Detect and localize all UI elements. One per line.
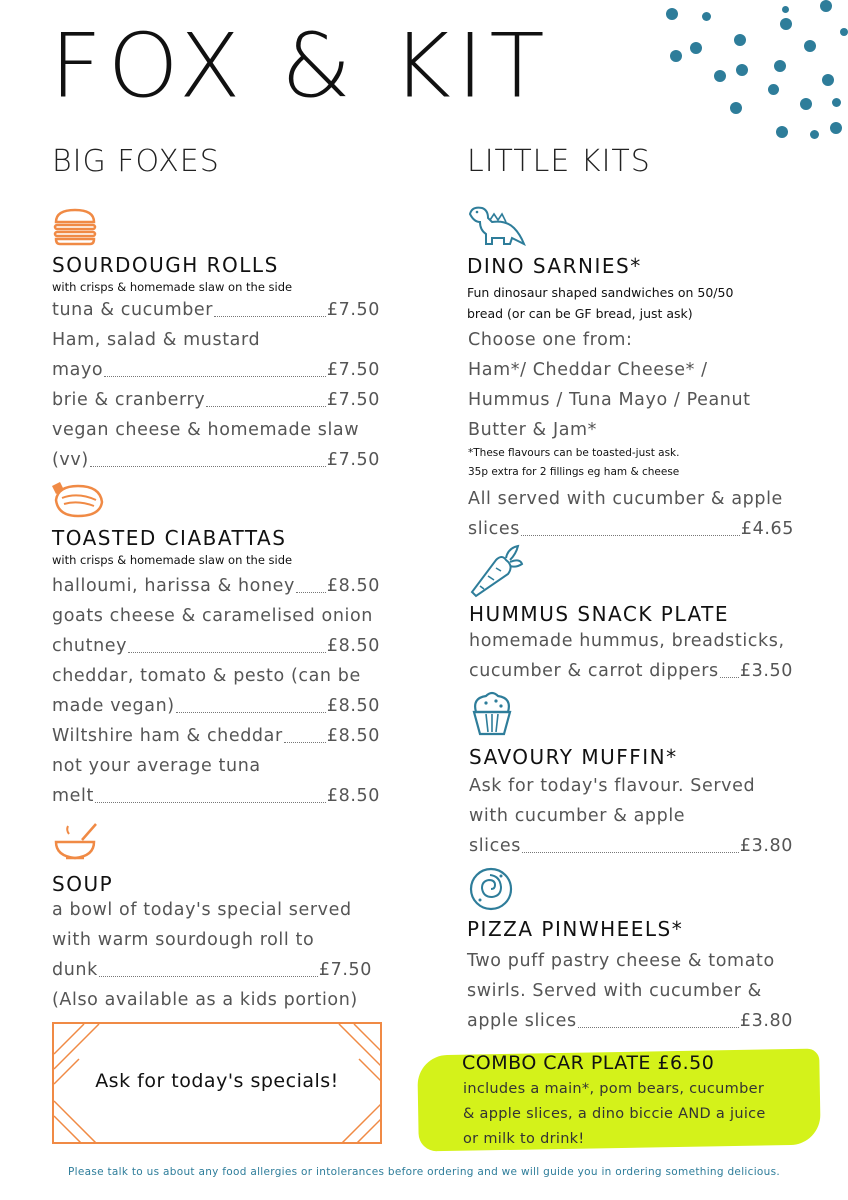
specials-box (52, 1022, 382, 1144)
menu-line: vegan cheese & homemade slaw (52, 420, 360, 440)
big-foxes-heading: BIG FOXES (52, 144, 220, 179)
menu-line: chutney £8.50 (52, 636, 380, 656)
menu-line: melt £8.50 (52, 786, 380, 806)
combo-car-plate-description: includes a main*, pom bears, cucumber & apple slices, a dino biccie AND a juice or milk to drink! (463, 1081, 766, 1147)
little-kits-heading: LITTLE KITS (467, 144, 651, 179)
toasted-ciabattas-list (52, 571, 380, 811)
menu-line: a bowl of today's special served (52, 900, 352, 920)
menu-line: mayo £7.50 (52, 360, 380, 380)
menu-line: homemade hummus, breadsticks, (469, 631, 785, 651)
toasted-ciabattas-subtitle: with crisps & homemade slaw on the side (52, 553, 293, 567)
menu-line: Ham, salad & mustard (52, 330, 261, 350)
decorative-dots (660, 0, 848, 150)
savoury-muffin-title: SAVOURY MUFFIN* (469, 745, 678, 769)
menu-line: All served with cucumber & apple (468, 489, 783, 509)
hummus-snack-plate-title: HUMMUS SNACK PLATE (469, 602, 729, 626)
dino-sarnies-serving (468, 484, 794, 544)
menu-line: apple slices £3.80 (467, 1011, 793, 1031)
carrot-icon (468, 544, 524, 598)
menu-line: Hummus / Tuna Mayo / Peanut (468, 390, 751, 410)
toasted-ciabattas-title: TOASTED CIABATTAS (52, 526, 287, 550)
menu-line: made vegan) £8.50 (52, 696, 380, 716)
sourdough-rolls-title: SOURDOUGH ROLLS (52, 253, 279, 277)
menu-line: (Also available as a kids portion) (52, 990, 358, 1010)
page-title: FOX & KIT (50, 15, 551, 118)
menu-line: Wiltshire ham & cheddar £8.50 (52, 726, 380, 746)
menu-line: halloumi, harissa & honey £8.50 (52, 576, 380, 596)
specials-text: Ask for today's specials! (95, 1070, 339, 1092)
ciabatta-icon (50, 480, 106, 520)
pizza-pinwheels-list (467, 946, 793, 1036)
sourdough-rolls-list (52, 295, 380, 475)
soup-list (52, 895, 372, 1015)
soup-title: SOUP (52, 872, 114, 896)
menu-line: slices £4.65 (468, 519, 794, 539)
allergy-footer: Please talk to us about any food allergies or intolerances before ordering and we will guide you in ordering something delicious. (67, 1166, 781, 1178)
menu-line: goats cheese & caramelised onion (52, 606, 373, 626)
menu-line: brie & cranberry £7.50 (52, 390, 380, 410)
sourdough-rolls-subtitle: with crisps & homemade slaw on the side (52, 280, 293, 294)
menu-line: tuna & cucumber £7.50 (52, 300, 380, 320)
hummus-snack-plate-list (469, 626, 793, 686)
soup-bowl-icon (52, 820, 100, 862)
burger-icon (52, 208, 98, 246)
menu-line: Two puff pastry cheese & tomato (467, 951, 775, 971)
menu-line: with warm sourdough roll to (52, 930, 315, 950)
dino-sarnies-notes: *These flavours can be toasted-just ask. 35p extra for 2 fillings eg ham & cheese (468, 447, 680, 478)
menu-line: with cucumber & apple (469, 806, 686, 826)
menu-line: (vv) £7.50 (52, 450, 380, 470)
menu-line: slices £3.80 (469, 836, 793, 856)
menu-line: Ask for today's flavour. Served (469, 776, 756, 796)
menu-line: not your average tuna (52, 756, 261, 776)
dino-sarnies-options (468, 325, 794, 445)
muffin-icon (468, 690, 516, 738)
menu-line: swirls. Served with cucumber & (467, 981, 762, 1001)
menu-line: Butter & Jam* (468, 420, 598, 440)
dino-sarnies-title: DINO SARNIES* (467, 254, 642, 278)
menu-line: cheddar, tomato & pesto (can be (52, 666, 361, 686)
menu-line: dunk £7.50 (52, 960, 372, 980)
pinwheel-icon (468, 866, 514, 912)
savoury-muffin-list (469, 771, 793, 861)
menu-line: Choose one from: (468, 330, 633, 350)
combo-car-plate-title: COMBO CAR PLATE £6.50 (462, 1052, 715, 1074)
dinosaur-icon (466, 204, 526, 246)
dino-sarnies-description: Fun dinosaur shaped sandwiches on 50/50 bread (or can be GF bread, just ask) (467, 285, 734, 321)
pizza-pinwheels-title: PIZZA PINWHEELS* (467, 917, 684, 941)
menu-line: Ham*/ Cheddar Cheese* / (468, 360, 708, 380)
menu-line: cucumber & carrot dippers £3.50 (469, 661, 793, 681)
